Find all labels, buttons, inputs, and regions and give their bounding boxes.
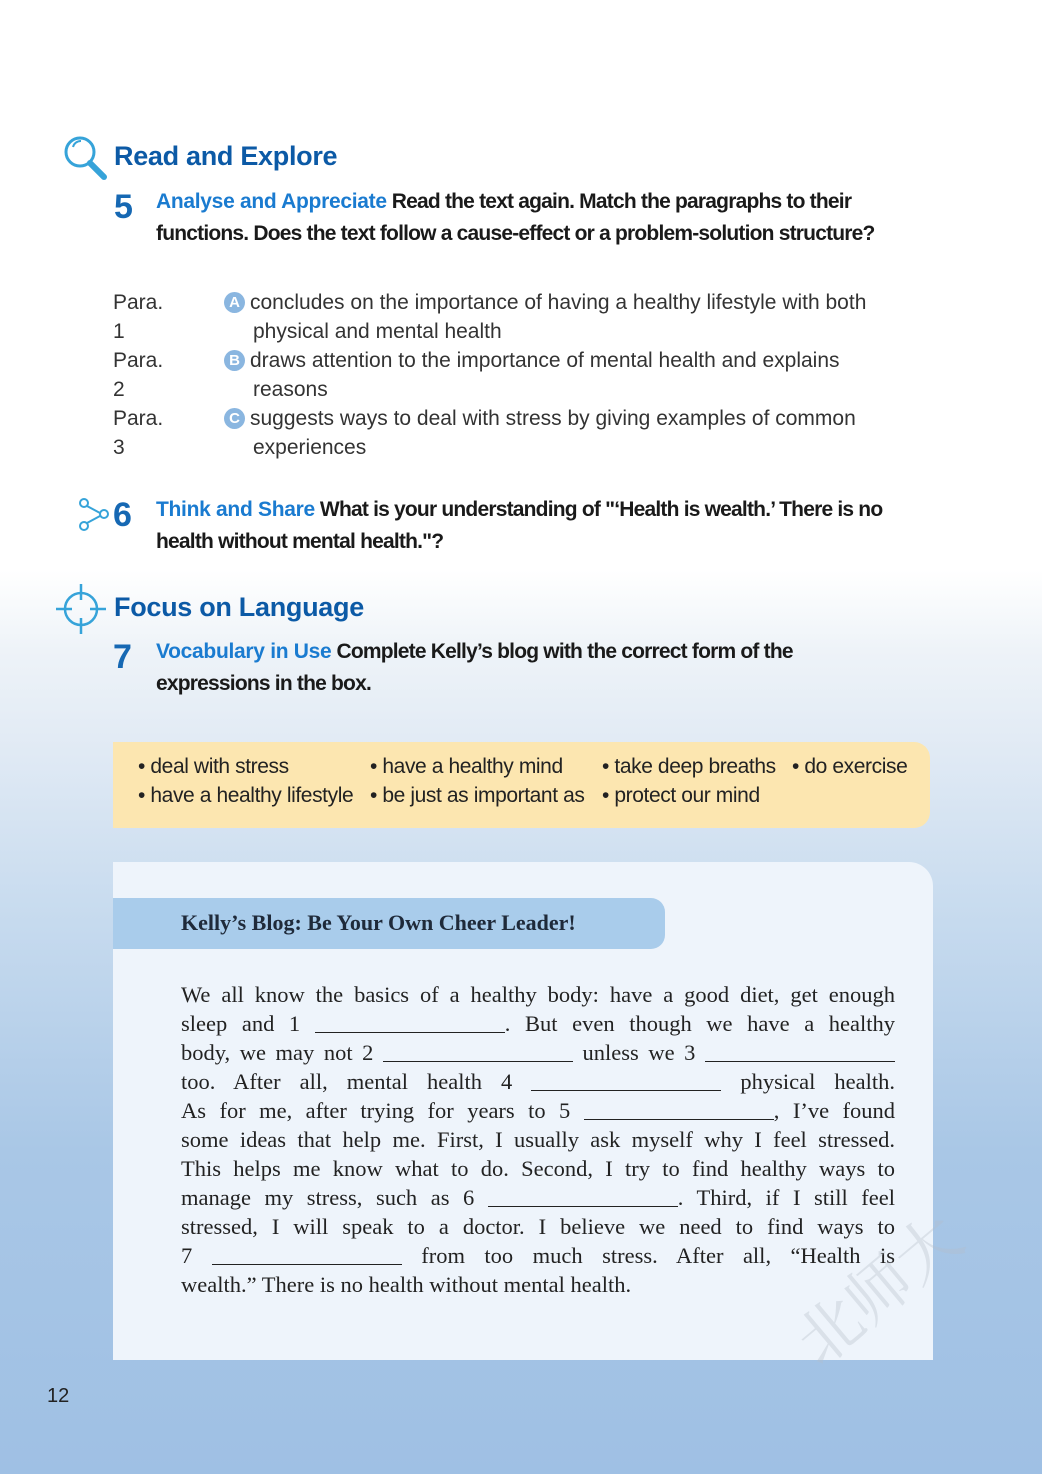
instruction-text: Read the text again. Match the paragraphs to their: [391, 190, 852, 213]
word-box-item: • do exercise: [792, 755, 908, 778]
blog-text: manage my stress, such as 6: [181, 1185, 488, 1210]
blog-text: body, we may not 2: [181, 1040, 383, 1065]
blog-text: wealth.” There is no health without mental health.: [181, 1272, 632, 1297]
answer-blank-2[interactable]: [383, 1042, 573, 1062]
task-number: 5: [114, 188, 133, 226]
para-label: Para. 1: [113, 291, 164, 343]
blog-text: . But even though we have a healthy: [504, 1011, 896, 1036]
task-label: Think and Share: [156, 498, 315, 521]
blog-text: . Third, if I still feel: [677, 1185, 895, 1210]
blog-text: sleep and 1: [181, 1011, 315, 1036]
blog-title: Kelly’s Blog: Be Your Own Cheer Leader!: [181, 910, 576, 935]
blog-line: [181, 1096, 895, 1125]
instruction-text: What is your understanding of "‘Health is wealth.’ There is no: [319, 498, 883, 521]
word-box: [113, 742, 930, 828]
blog-line: [181, 1125, 895, 1154]
blog-text: , I’ve found: [773, 1098, 895, 1123]
blog-line: [181, 1183, 895, 1212]
blog-line: [181, 1038, 895, 1067]
option-text: suggests ways to deal with stress by giving examples of common: [250, 407, 856, 430]
answer-blank-1[interactable]: [315, 1013, 505, 1033]
option-badge: B: [224, 350, 245, 371]
blog-text: unless we 3: [572, 1040, 705, 1065]
instruction-text: functions. Does the text follow a cause-effect or a problem-solution structure?: [156, 222, 875, 245]
target-icon: [54, 582, 108, 636]
word-box-item: • protect our mind: [602, 784, 760, 807]
option-text: physical and mental health: [253, 320, 502, 343]
blog-line: [181, 1241, 895, 1270]
watermark: 北师大: [782, 1200, 978, 1381]
instruction-text: health without mental health."?: [156, 530, 444, 553]
magnifier-icon: [62, 134, 110, 182]
blog-text: physical health.: [721, 1069, 895, 1094]
task-number: 7: [113, 638, 132, 676]
blog-line: [181, 1067, 895, 1096]
option-text: reasons: [253, 378, 328, 401]
task-label: Vocabulary in Use: [156, 640, 332, 663]
blog-line: [181, 1154, 895, 1183]
task-number: 6: [113, 496, 132, 534]
word-box-item: • have a healthy mind: [370, 755, 563, 778]
word-box-item: • deal with stress: [138, 755, 289, 778]
answer-blank-4[interactable]: [531, 1071, 721, 1091]
answer-blank-6[interactable]: [488, 1187, 678, 1207]
blog-title-tab: [113, 898, 665, 949]
blog-text: As for me, after trying for years to 5: [181, 1098, 584, 1123]
task7-instruction: [156, 636, 946, 700]
instruction-text: expressions in the box.: [156, 672, 371, 695]
para-label: Para. 3: [113, 407, 164, 459]
section-title-focus-language: Focus on Language: [114, 592, 364, 622]
option-badge: C: [224, 408, 245, 429]
blog-text: We all know the basics of a healthy body: have a good diet, get enough: [181, 982, 895, 1007]
option-text: experiences: [253, 436, 367, 459]
blog-text: stressed, I will speak to a doctor. I believe we need to find ways to: [181, 1214, 895, 1239]
word-box-item: • take deep breaths: [602, 755, 776, 778]
word-box-item: • have a healthy lifestyle: [138, 784, 354, 807]
option-text: draws attention to the importance of mental health and explains: [250, 349, 840, 372]
blog-line: [181, 1270, 895, 1299]
task6-instruction: [156, 494, 956, 558]
blog-line: [181, 1212, 895, 1241]
blog-line: [181, 1009, 895, 1038]
option-badge: A: [224, 292, 245, 313]
task5-instruction: [156, 186, 946, 250]
blog-text: 7: [181, 1243, 212, 1268]
blog-body: [181, 980, 895, 1299]
word-box-item: • be just as important as: [370, 784, 585, 807]
blog-text: some ideas that help me. First, I usually ask myself why I feel stressed.: [181, 1127, 895, 1152]
instruction-text: Complete Kelly’s blog with the correct form of the: [336, 640, 793, 663]
answer-blank-7[interactable]: [212, 1245, 402, 1265]
option-text: concludes on the importance of having a healthy lifestyle with both: [250, 291, 867, 314]
blog-text: too. After all, mental health 4: [181, 1069, 532, 1094]
answer-blank-5[interactable]: [584, 1100, 774, 1120]
blog-text: This helps me know what to do. Second, I try to find healthy ways to: [181, 1156, 895, 1181]
para-label: Para. 2: [113, 349, 164, 401]
section-title-read-explore: Read and Explore: [114, 141, 338, 171]
page-number: 12: [47, 1385, 70, 1407]
answer-blank-3[interactable]: [705, 1042, 895, 1062]
blog-line: [181, 980, 895, 1009]
task-label: Analyse and Appreciate: [156, 190, 387, 213]
blog-text: from too much stress. After all, “Health is: [401, 1243, 895, 1268]
share-icon: [78, 498, 110, 532]
